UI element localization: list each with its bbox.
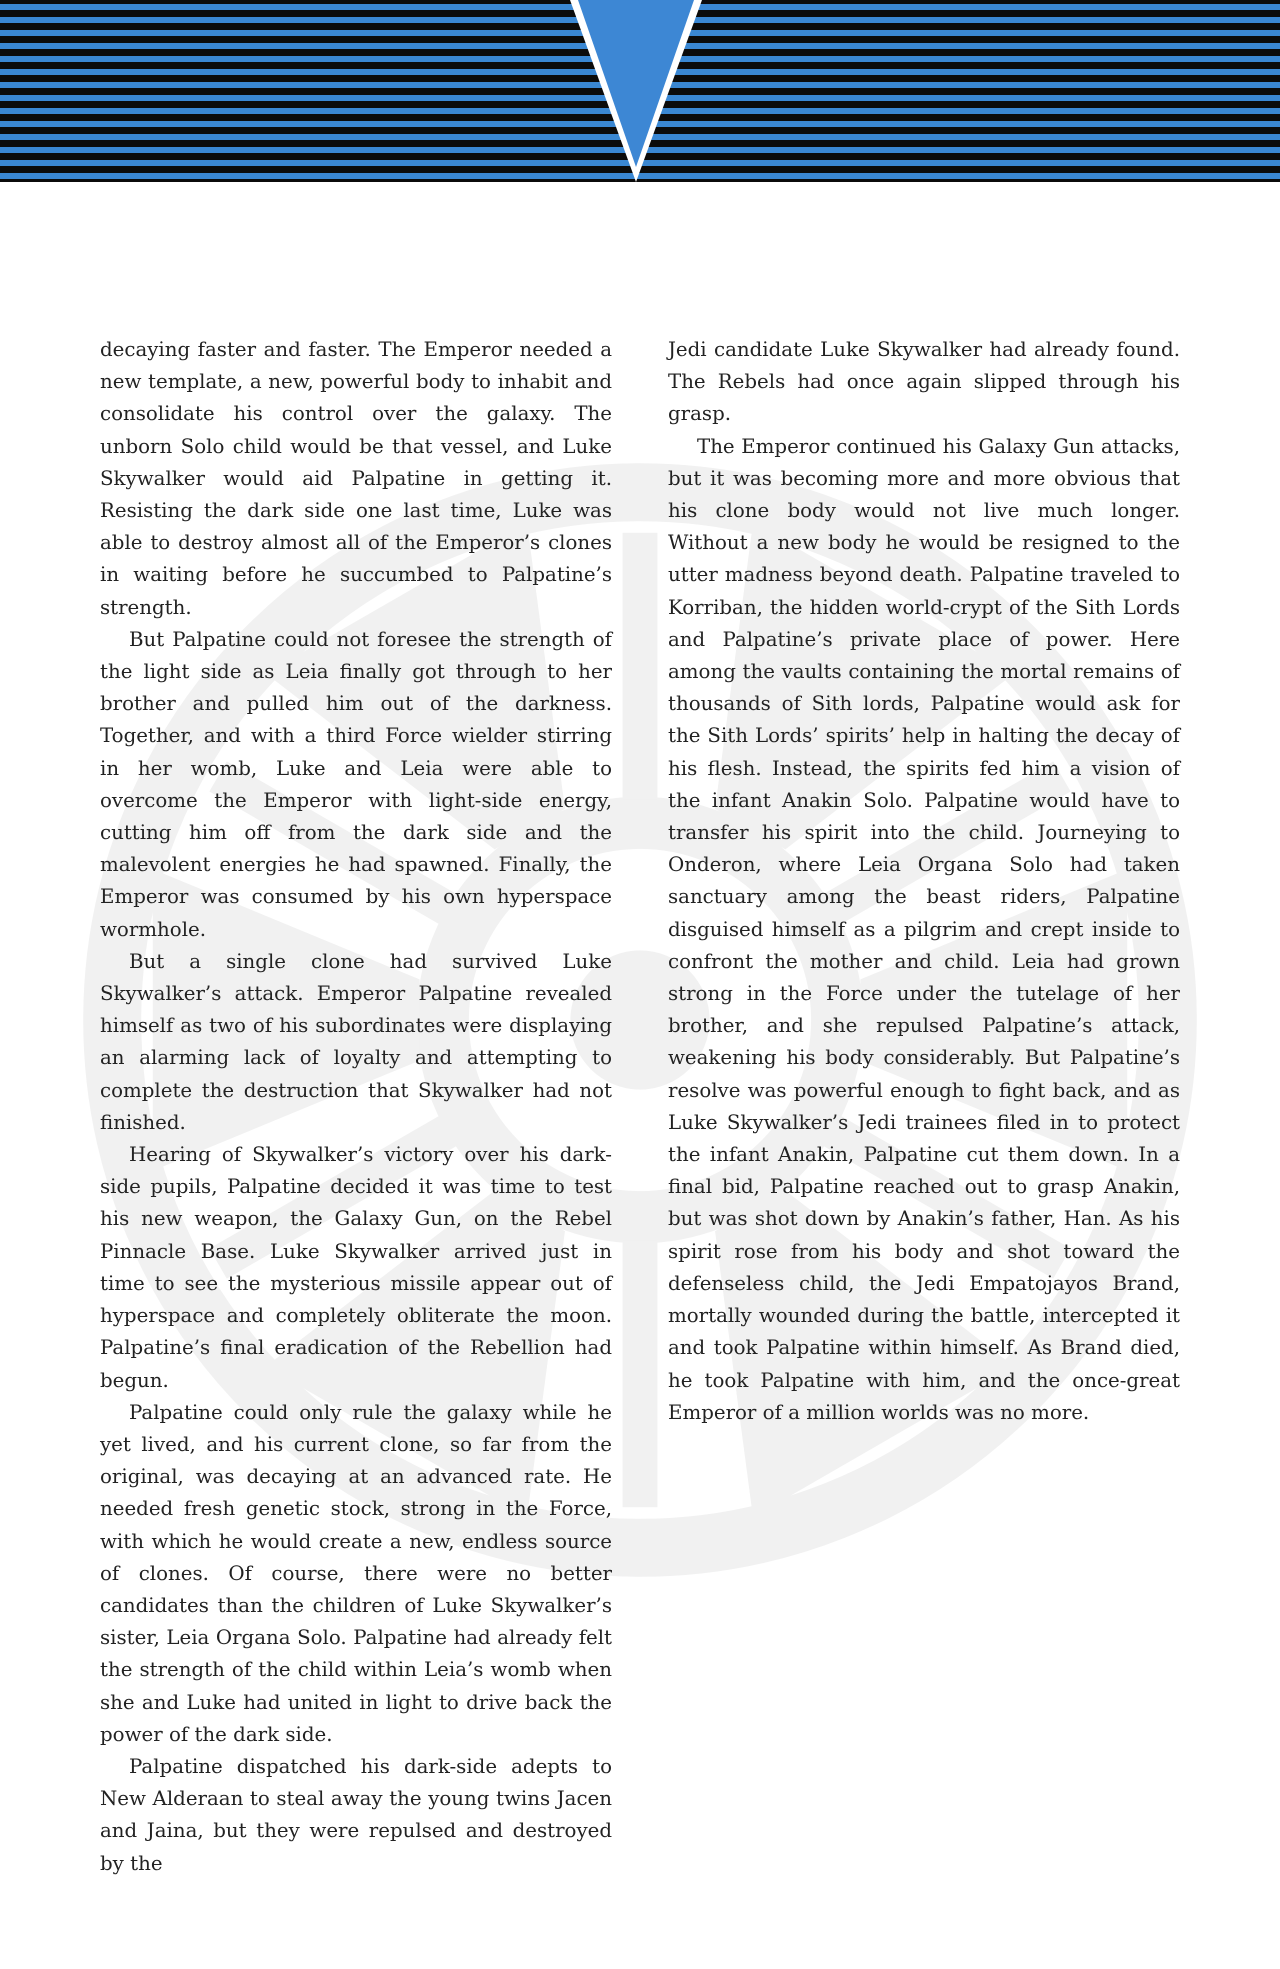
paragraph: Palpatine could only rule the galaxy while he yet lived, and his current clone, so far from the original, was decaying at an advanced rate. He needed fresh genetic stock, strong in the Force, with which he would create a new, endless source of clones. Of course, there were no better candidates than the children of Luke Skywalker’s sister, Leia Organa Solo. Palpatine had already felt the strength of the child within Leia’s womb when she and Luke had united in light to drive back the power of the dark side. — [100, 1400, 612, 1746]
paragraph: But a single clone had survived Luke Skywalker’s attack. Emperor Palpatine revealed himself as two of his subordinates were displaying an alarming lack of loyalty and attempting to complete the destruction that Skywalker had not finished. — [100, 949, 612, 1134]
header-stripe-banner — [0, 0, 1280, 182]
text-column-left — [100, 334, 612, 1880]
emblem-thin-spoke — [623, 533, 658, 800]
paragraph: But Palpatine could not foresee the strength of the light side as Leia finally got through to her brother and pulled him out of the darkness. Together, and with a third Force wielder stirring in her womb, Luke and Leia were able to overcome the Emperor with light-side energy, cutting him off from the dark side and the malevolent energies he had spawned. Finally, the Emperor was consumed by his own hyperspace wormhole. — [100, 627, 612, 941]
paragraph: The Emperor continued his Galaxy Gun attacks, but it was becoming more and more obvious that his clone body would not live much longer. Without a new body he would be resigned to the utter madness beyond death. Palpatine traveled to Korriban, the hidden world-crypt of the Sith Lords and Palpatine’s private place of power. Here among the vaults containing the mortal remains of thousands of Sith lords, Palpatine would ask for the Sith Lords’ spirits’ help in halting the decay of his flesh. Instead, the spirits fed him a vision of the infant Anakin Solo. Palpatine would have to transfer his spirit into the child. Journeying to Onderon, where Leia Organa Solo had taken sanctuary among the beast riders, Palpatine disguised himself as a pilgrim and crept inside to confront the mother and child. Leia had grown strong in the Force under the tutelage of her brother, and she repulsed Palpatine’s attack, weakening his body considerably. But Palpatine’s resolve was powerful enough to fight back, and as Luke Skywalker’s Jedi trainees filed in to protect the infant Anakin, Palpatine cut them down. In a final bid, Palpatine reached out to grasp Anakin, but was shot down by Anakin’s father, Han. As his spirit rose from his body and shot toward the defenseless child, the Jedi Empatojayos Brand, mortally wounded during the battle, intercepted it and took Palpatine within himself. As Brand died, he took Palpatine with him, and the once-great Emperor of a million worlds was no more. — [668, 434, 1180, 1424]
emblem-thin-spoke — [623, 1240, 658, 1507]
text-column-right — [668, 334, 1180, 1429]
paragraph: decaying faster and faster. The Emperor needed a new template, a new, powerful body to inhabit and consolidate his control over the galaxy. The unborn Solo child would be that vessel, and Luke Skywalker would aid Palpatine in getting it. Resisting the dark side one last time, Luke was able to destroy almost all of the Emperor’s clones in waiting before he succumbed to Palpatine’s strength. — [100, 338, 612, 619]
paragraph: Jedi candidate Luke Skywalker had already found. The Rebels had once again slipped through his grasp. — [668, 338, 1180, 426]
paragraph: Hearing of Skywalker’s victory over his dark-side pupils, Palpatine decided it was time to test his new weapon, the Galaxy Gun, on the Rebel Pinnacle Base. Luke Skywalker arrived just in time to see the mysterious missile appear out of hyperspace and completely obliterate the moon. Palpatine’s final eradication of the Rebellion had begun. — [100, 1143, 612, 1392]
paragraph: Palpatine dispatched his dark-side adepts to New Alderaan to steal away the young twins Jacen and Jaina, but they were repulsed and destroyed by the — [100, 1754, 612, 1875]
header-stripe — [0, 173, 1280, 179]
